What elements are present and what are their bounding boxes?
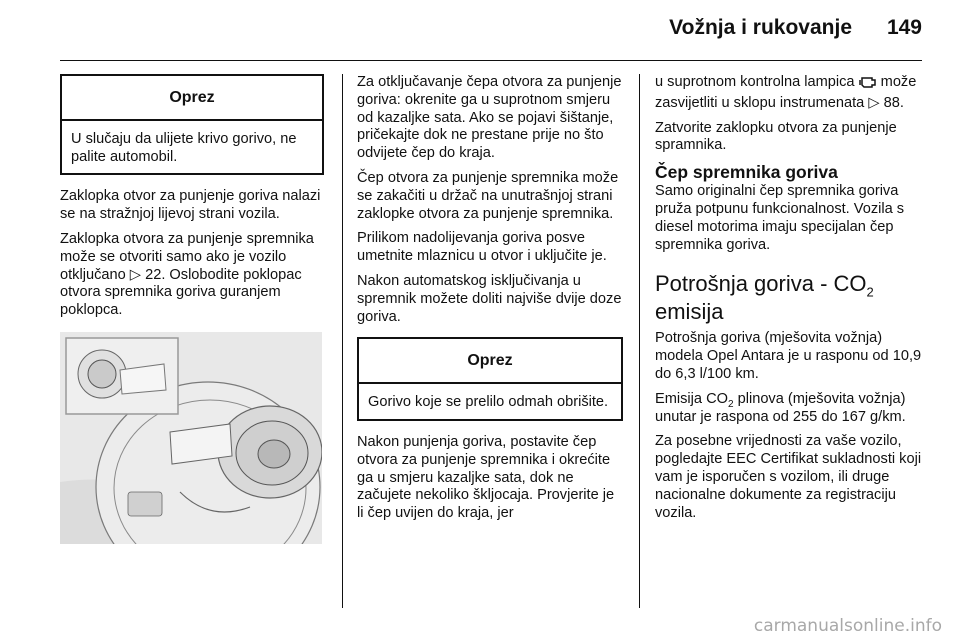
heading-co2-emission: Potrošnja goriva - $CO_2$ emisija	[655, 271, 874, 325]
paragraph-eec-certificate: Za posebne vrijednosti za vaše vozilo, pogledajte EEC Certifikat sukladnosti koji vam je isporučen s vozilom, ili druge nacionalne dokumente za registraciju vozila.	[655, 433, 922, 521]
paragraph-close-flap: Zatvorite zaklopku otvora za punjenje spramnika.	[655, 119, 897, 154]
column-2	[357, 74, 623, 530]
watermark: carmanualsonline.info	[753, 616, 942, 636]
column-3	[655, 74, 925, 529]
warning-box-spilled-fuel	[357, 337, 623, 421]
paragraph-control-lamp: u suprotnom kontrolna lampica može zasvijetliti u sklopu instrumenata ▷ 88.	[655, 74, 917, 111]
header-rule	[60, 60, 922, 61]
page-reference-arrow-icon: ▷	[868, 94, 880, 111]
column-divider-1	[342, 74, 343, 608]
warning-title: Oprez	[359, 339, 621, 384]
warning-title: Oprez	[62, 76, 322, 121]
paragraph-consumption-range: Potrošnja goriva (mješovita vožnja) modela Opel Antara je u rasponu od 10,9 do 6,3 l/100 km.	[655, 330, 922, 382]
page-reference[interactable]: 88	[883, 94, 900, 111]
paragraph-close-cap: Nakon punjenja goriva, postavite čep otvora za punjenje spremnika i okrećite ga u smjeru kazaljke sata, dok ne začujete nekoliko škljocaja. Provjerite je li čep uvijen do kraja, jer	[357, 433, 615, 522]
heading-fuel-cap: Čep spremnika goriva	[655, 162, 838, 183]
warning-text: Gorivo koje se prelilo odmah obrišite.	[368, 394, 609, 411]
paragraph-cap-unlock: Za otključavanje čepa otvora za punjenje goriva: okrenite ga u suprotnom smjeru od kazaljke sata. Ako se pojavi šištanje, pričekajte dok ne prestane prije no što odvijete čep do kraja.	[357, 74, 622, 162]
fuel-filler-illustration	[60, 332, 322, 544]
paragraph-auto-shutoff: Nakon automatskog isključivanja u spremnik možete doliti najviše dvije doze goriva.	[357, 272, 622, 325]
page-reference-arrow-icon: ▷	[129, 266, 142, 283]
warning-text: U slučaju da ulijete krivo gorivo, ne palite automobil.	[71, 130, 297, 165]
paragraph-cap-holder: Čep otvora za punjenje spremnika može se zakačiti u držač na unutrašnjoj strani zaklopke otvora za punjenje spremnika.	[357, 169, 619, 222]
page-header-title: Vožnja i rukovanje	[669, 16, 852, 39]
paragraph-original-cap: Samo originalni čep spremnika goriva pruža potpunu funkcionalnost. Vozila s diesel motorima imaju specijalan čep spremnika goriva.	[655, 183, 905, 253]
column-divider-2	[639, 74, 640, 608]
warning-box-wrong-fuel	[60, 74, 324, 175]
paragraph-nozzle: Prilikom nadolijevanja goriva posve umetnite mlaznicu u otvor i uključite je.	[357, 230, 607, 265]
page-number: 149	[886, 16, 922, 39]
page-reference[interactable]: 22	[145, 266, 162, 283]
paragraph-flap-location: Zaklopka otvor za punjenje goriva nalazi se na stražnjoj lijevoj strani vozila.	[60, 188, 321, 223]
column-1	[60, 74, 324, 544]
paragraph-emission-range: Emisija $CO_2$ plinova (mješovita vožnja) unutar je raspona od 255 do 167 g/km.	[655, 390, 906, 425]
paragraph-flap-unlock: Zaklopka otvora za punjenje spremnika može se otvoriti samo ako je vozilo otključano ▷ 22. Oslobodite poklopac otvora spremnika goriva guranjem poklopca.	[60, 230, 314, 319]
engine-check-lamp-icon	[859, 75, 877, 95]
